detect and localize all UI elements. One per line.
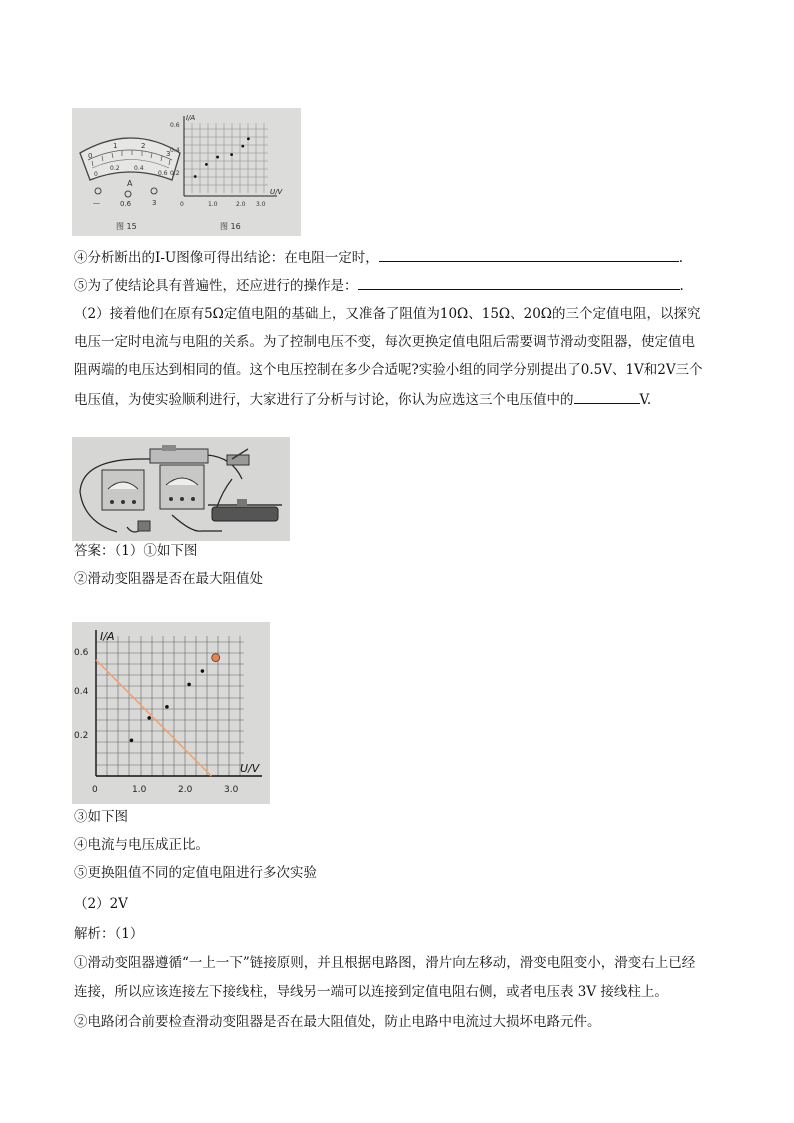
answer-3: ③如下图 [74,809,128,825]
fig16-x-label: U/V [270,188,283,196]
answer-x-tick-2: 2.0 [178,785,193,795]
meter-tick-0: 0 [88,152,93,160]
answer-axes [96,630,262,776]
fig16-data-point [230,153,233,156]
meter-sub-tick-0: 0 [94,171,98,178]
circuit-photo [72,437,290,541]
voltmeter-box [160,465,204,509]
question-5-blank[interactable] [358,275,680,290]
fig16-data-point [247,137,250,140]
answer-data-point [130,738,134,742]
part2-line-2: 电压一定时电流与电阻的关系。为了控制电压不变，每次更换定值电阻后需要调节滑动变阻器，使定值电 [74,334,695,350]
answer-y-tick-06: 0.6 [74,648,89,658]
meter-terminal-circles [95,188,157,197]
fig16-data-point [241,145,244,148]
fig16-y-tick-04: 0.4 [170,147,180,154]
fig16-x-tick-2: 2.0 [236,201,246,208]
resistor [138,521,150,531]
answer-y-tick-02: 0.2 [74,731,89,741]
answer-grid [96,636,244,776]
explanation-2: ②电路闭合前要检查滑动变阻器是否在最大阻值处，防止电路中电流过大损坏电路元件。 [74,1014,601,1030]
meter-terminal-06: 0.6 [120,200,132,208]
answer-x-tick-1: 1.0 [132,785,147,795]
fig16-axes [184,116,277,196]
explanation-heading: 解析：（1） [74,926,144,942]
part2-line-4-text: 电压值，为使实验顺利进行，大家进行了分析与讨论，你认为应选这三个电压值中的 [74,392,574,408]
figure-15-16-photo [72,108,301,236]
fig16-data-point [216,156,219,159]
meter-sub-tick-2: 0.4 [134,165,144,172]
answer-graph-photo [72,622,270,804]
battery-box [150,445,208,463]
fig16-y-tick-02: 0.2 [170,170,180,177]
part2-line-3: 阻两端的电压达到相同的值。这个电压控制在多少合适呢?实验小组的同学分别提出了0.5V、1V和2V三个 [74,362,703,378]
fig16-x-tick-3: 3.0 [256,201,266,208]
meter-terminal-3: 3 [152,199,157,207]
answer-x-label: U/V [240,762,260,775]
meter-unit: A [127,179,133,188]
meter-tick-2: 2 [141,142,146,150]
part2-blank[interactable] [574,389,640,404]
explanation-1-line-1: ①滑动变阻器遵循“一上一下”链接原则，并且根据电路图，滑片向左移动，滑变电阻变小，滑变右上已经 [74,955,696,971]
question-4 [74,247,683,267]
question-4-end: . [678,250,684,266]
switch [227,449,249,465]
answer-4: ④电流与电压成正比。 [74,837,209,853]
meter-tick-1: 1 [113,142,118,150]
fig16-data-point [194,175,197,178]
answer-data-point [212,654,220,662]
question-4-text: ④分析断出的I-U图像可得出结论：在电阻一定时， [74,250,379,266]
answer-data-point [147,716,151,720]
answer-data-point [201,669,205,673]
answer-2: ②滑动变阻器是否在最大阻值处 [74,571,263,587]
fig16-data-point [205,163,208,166]
ammeter-box [102,470,144,510]
fig15-caption: 图 15 [116,222,137,231]
answer-1: 答案：（1）①如下图 [74,543,198,559]
fig16-y-tick-06: 0.6 [170,122,180,129]
fig16-x-tick-1: 1.0 [208,201,218,208]
answer-trend-line [96,660,211,776]
part2-line-4-end: V. [639,392,652,408]
fig16-caption: 图 16 [220,222,241,231]
question-4-blank[interactable] [379,247,679,262]
answer-data-point [187,683,191,687]
fig16-y-label: I/A [186,114,196,122]
answer-6: （2）2V [74,896,128,912]
question-5-end: . [679,278,684,294]
fig16-grid [184,123,268,193]
answer-y-label: I/A [100,630,115,643]
question-5 [74,275,684,295]
part2-line-4 [74,389,651,409]
part2-line-1: （2）接着他们在原有5Ω定值电阻的基础上，又准备了阻值为10Ω、15Ω、20Ω的三个定值电阻，以探究 [74,306,701,322]
answer-data-point [165,705,169,709]
explanation-1-line-2: 连接，所以应该连接左下接线柱，导线另一端可以连接到定值电阻右侧，或者电压表 3V 接线柱上。 [74,984,668,1000]
meter-terminal-neg: — [93,199,100,207]
meter-sub-tick-1: 0.2 [110,165,120,172]
answer-y-tick-04: 0.4 [74,687,89,697]
question-5-text: ⑤为了使结论具有普遍性，还应进行的操作是： [74,278,358,294]
meter-tick-3: 3 [166,150,171,158]
answer-x-tick-3: 3.0 [224,785,239,795]
meter-sub-tick-3: 0.6 [158,170,168,177]
fig16-x-tick-0: 0 [180,201,184,208]
answer-x-tick-0: 0 [92,785,98,795]
answer-5: ⑤更换阻值不同的定值电阻进行多次实验 [74,865,317,881]
